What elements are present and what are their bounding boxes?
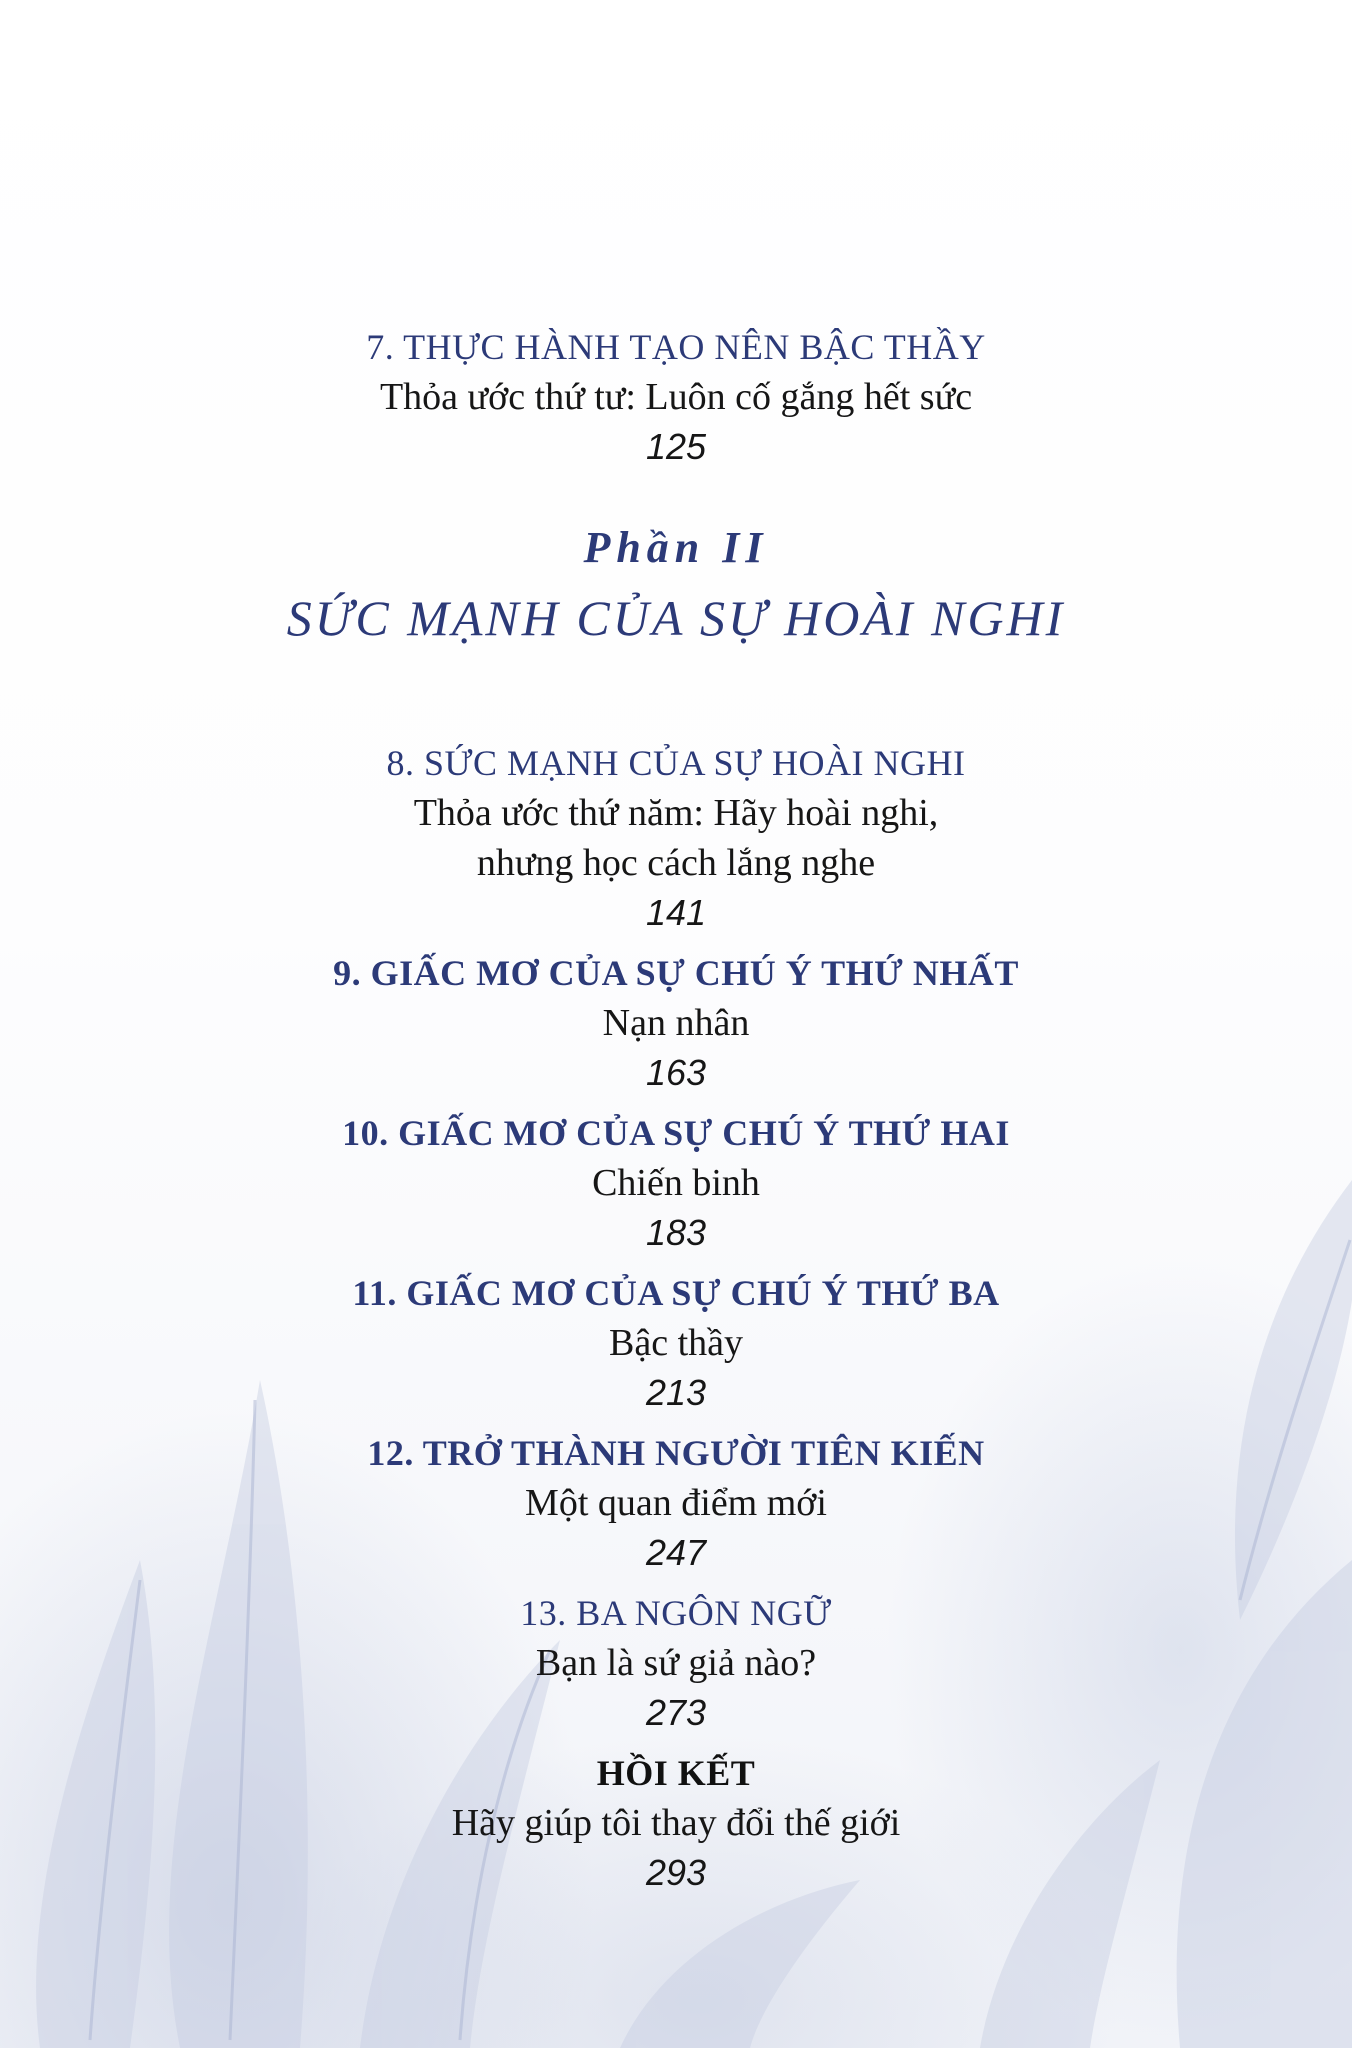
chapter-subtitle: Bạn là sứ giả nào? (535, 1642, 817, 1684)
part-heading (0, 520, 1352, 650)
page-number: 183 (645, 1212, 707, 1253)
page-number: 247 (645, 1532, 707, 1573)
part-title: SỨC MẠNH CỦA SỰ HOÀI NGHI (286, 590, 1066, 646)
page-number: 213 (645, 1372, 707, 1413)
chapter-title: 10. GIẤC MƠ CỦA SỰ CHÚ Ý THỨ HAI (342, 1113, 1010, 1153)
toc-entry-7 (0, 322, 1352, 472)
page-number: 125 (645, 426, 707, 467)
toc-entry-12 (0, 1428, 1352, 1578)
chapter-subtitle: Bậc thầy (608, 1322, 743, 1364)
page-number: 141 (645, 892, 707, 933)
page-number: 163 (645, 1052, 707, 1093)
chapter-title: 13. BA NGÔN NGỮ (520, 1593, 832, 1633)
chapter-title: 8. SỨC MẠNH CỦA SỰ HOÀI NGHI (386, 743, 966, 783)
toc-entry-epilogue (0, 1748, 1352, 1898)
toc-entry-9 (0, 948, 1352, 1098)
chapter-subtitle: Hãy giúp tôi thay đổi thế giới (451, 1802, 901, 1844)
toc-entry-10 (0, 1108, 1352, 1258)
chapter-title: 11. GIẤC MƠ CỦA SỰ CHÚ Ý THỨ BA (352, 1273, 1000, 1313)
chapter-subtitle: Nạn nhân (602, 1002, 750, 1044)
chapter-subtitle-line-1: Thỏa ước thứ năm: Hãy hoài nghi, (413, 792, 939, 834)
chapter-subtitle-line-2: nhưng học cách lắng nghe (476, 842, 876, 884)
part-label: Phần II (583, 523, 769, 572)
chapter-subtitle: Một quan điểm mới (525, 1482, 827, 1524)
chapter-title: HỒI KẾT (596, 1753, 756, 1793)
chapter-subtitle: Thỏa ước thứ tư: Luôn cố gắng hết sức (379, 376, 973, 418)
toc-entry-8 (0, 738, 1352, 938)
toc-entry-11 (0, 1268, 1352, 1418)
chapter-subtitle: Chiến binh (592, 1162, 760, 1204)
page-number: 273 (645, 1692, 707, 1733)
chapter-title: 7. THỰC HÀNH TẠO NÊN BẬC THẦY (366, 327, 986, 367)
chapter-title: 12. TRỞ THÀNH NGƯỜI TIÊN KIẾN (367, 1433, 985, 1473)
toc-entry-13 (0, 1588, 1352, 1738)
page-number: 293 (645, 1852, 707, 1893)
chapter-title: 9. GIẤC MƠ CỦA SỰ CHÚ Ý THỨ NHẤT (333, 953, 1019, 993)
